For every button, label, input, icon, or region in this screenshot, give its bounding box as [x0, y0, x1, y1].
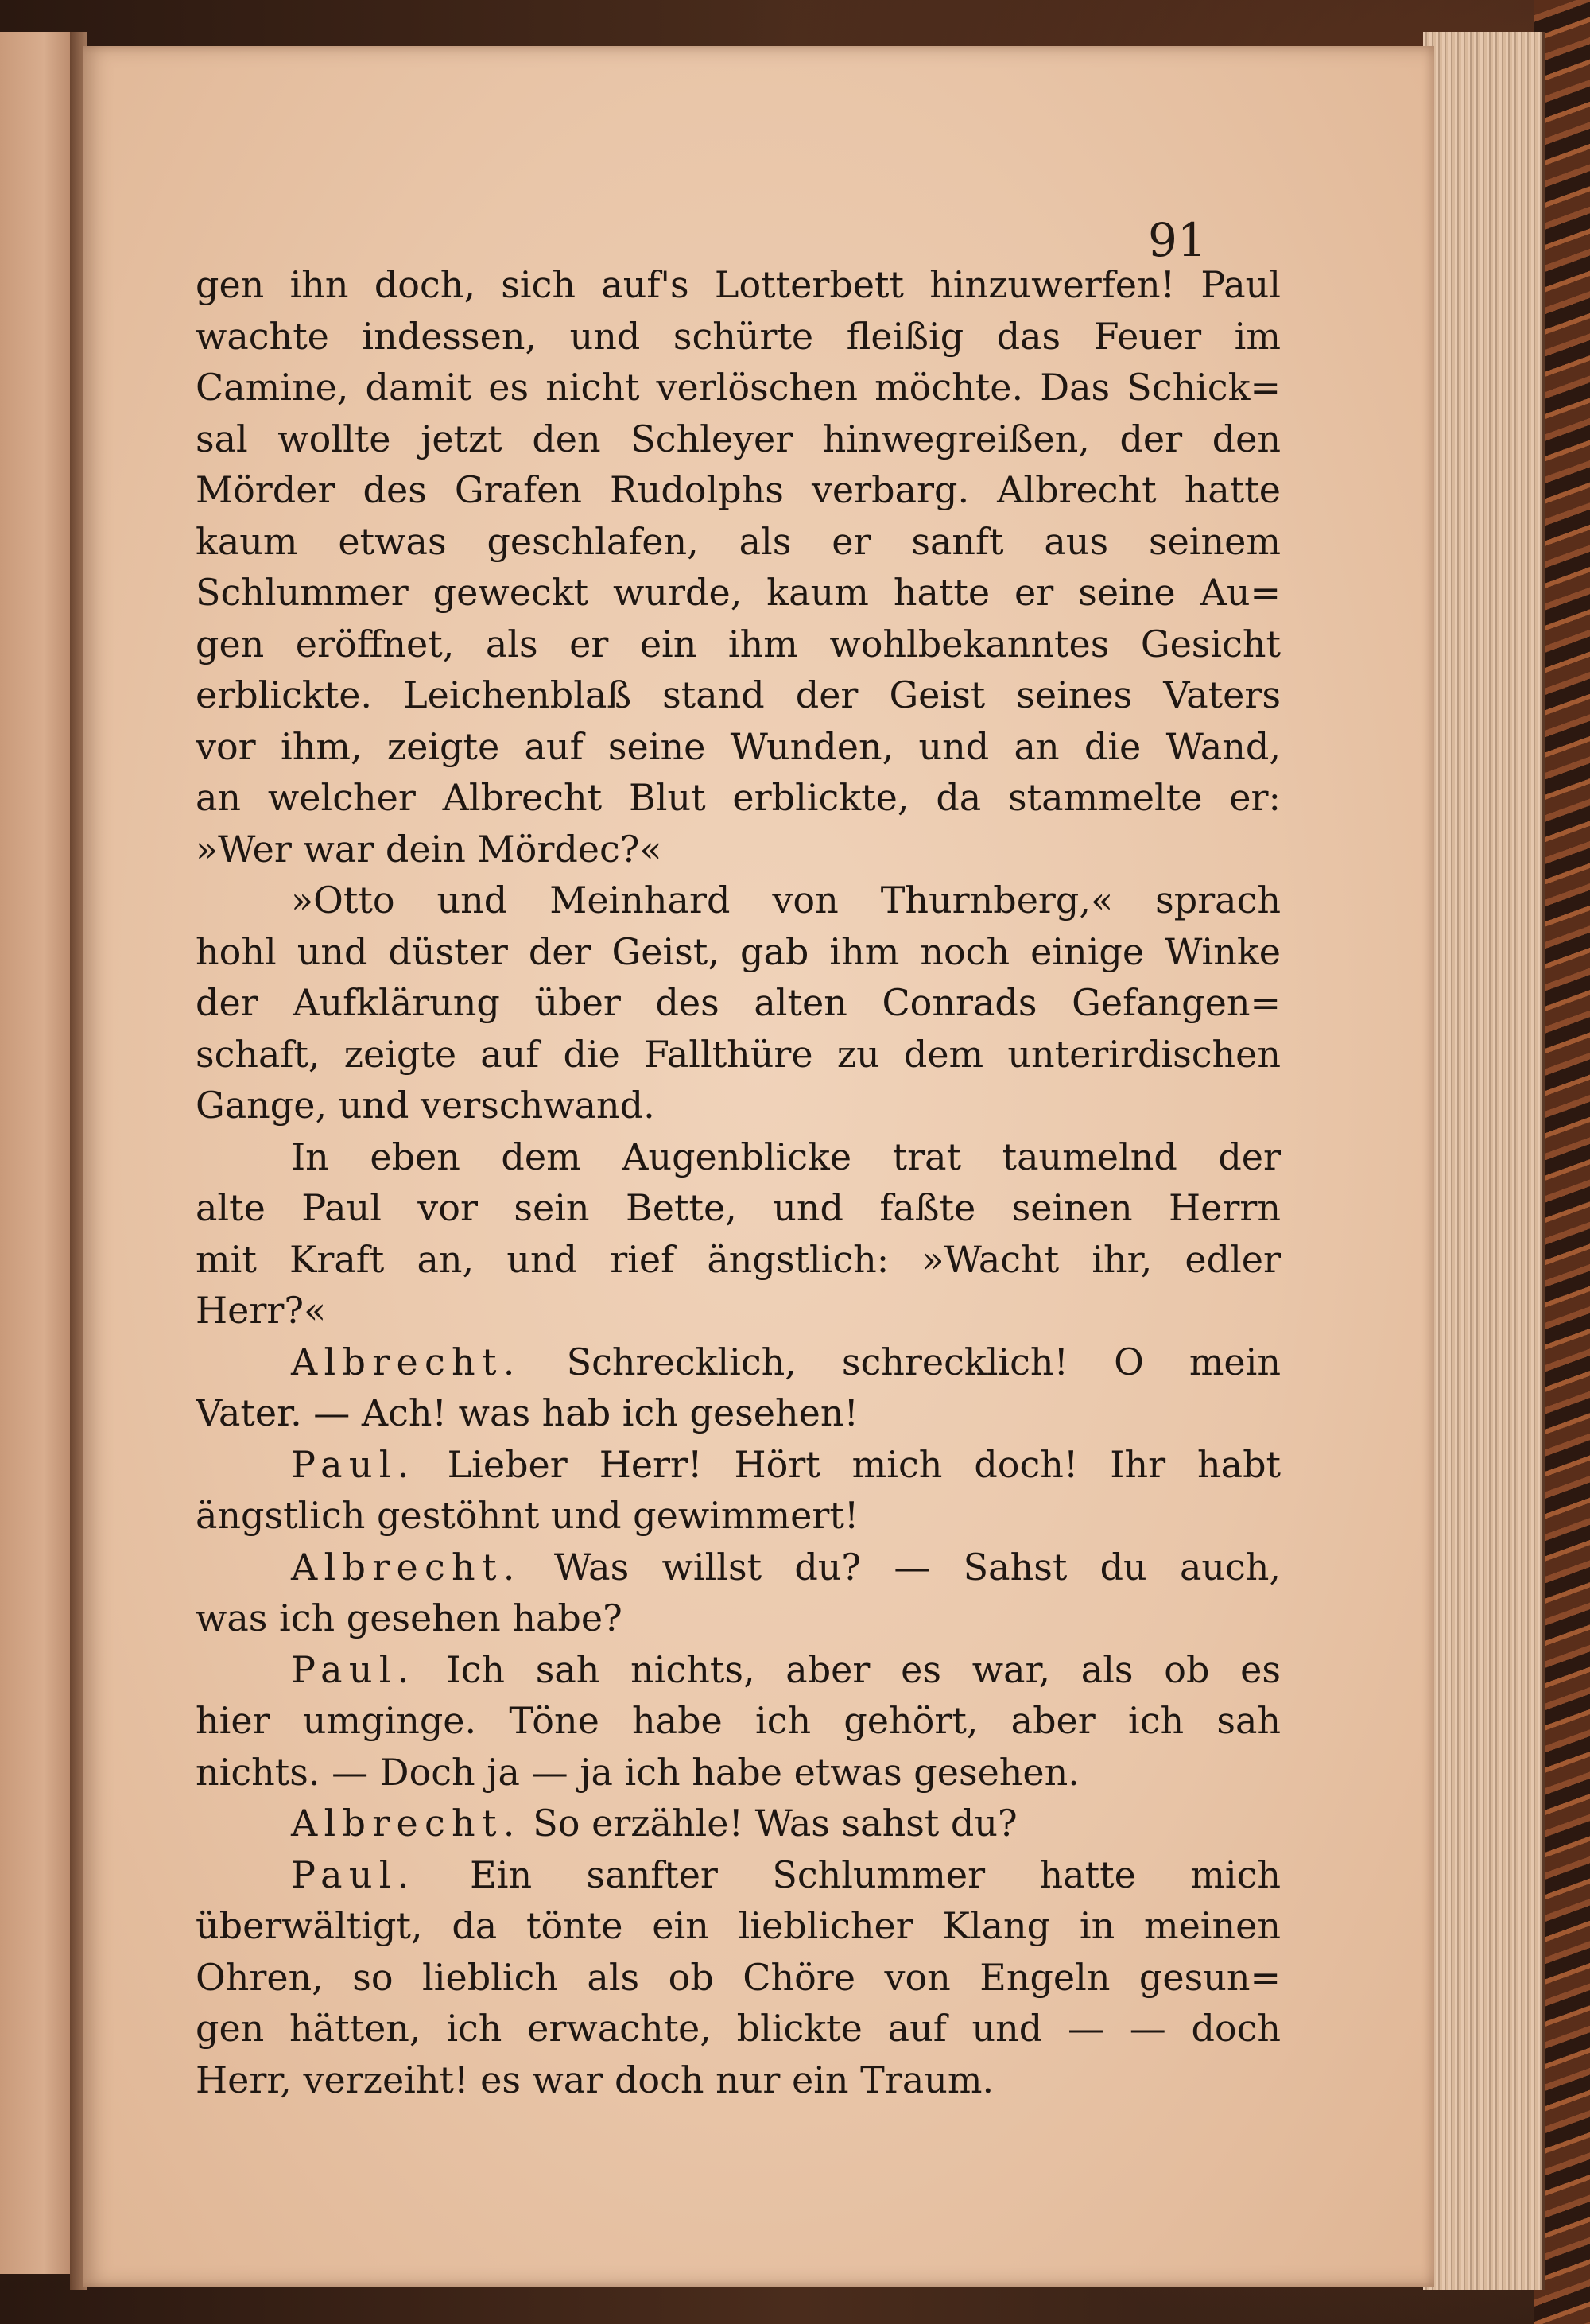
speaker-name: Paul. — [291, 1647, 416, 1691]
line-text: Ohren, so lieblich als ob Chöre von Engeln gesun= — [196, 1955, 1281, 1999]
text-line — [196, 875, 1281, 926]
text-line — [196, 1029, 1281, 1081]
line-text: Mörder des Grafen Rudolphs verbarg. Albrecht hatte — [196, 468, 1281, 511]
line-text: kaum etwas geschlafen, als er sanft aus seinem — [196, 519, 1281, 563]
text-line — [196, 1182, 1281, 1234]
line-text: Ein sanfter Schlummer hatte mich — [470, 1853, 1281, 1896]
text-line — [196, 464, 1281, 516]
text-line — [196, 1337, 1281, 1388]
text-line — [196, 977, 1281, 1029]
line-text: überwältigt, da tönte ein lieblicher Klang in meinen — [196, 1904, 1281, 1947]
line-text: wachte indessen, und schürte fleißig das Feuer im — [196, 314, 1281, 358]
line-text: Schlummer geweckt wurde, kaum hatte er seine Au= — [196, 571, 1281, 614]
text-line — [196, 259, 1281, 311]
line-text: an welcher Albrecht Blut erblickte, da stammelte er: — [196, 776, 1281, 819]
line-text: gen ihn doch, sich auf's Lotterbett hinzuwerfen! Paul — [196, 263, 1281, 306]
text-line — [196, 413, 1281, 465]
line-text: hier umginge. Töne habe ich gehört, aber ich sah — [196, 1699, 1281, 1742]
text-line — [196, 1234, 1281, 1286]
line-text: schaft, zeigte auf die Fallthüre zu dem unterirdischen — [196, 1032, 1281, 1076]
text-line — [196, 1131, 1281, 1183]
text-line — [196, 362, 1281, 413]
text-line — [196, 721, 1281, 773]
text-line — [196, 1747, 1281, 1798]
line-text: gen eröffnet, als er ein ihm wohlbekanntes Gesicht — [196, 622, 1281, 665]
text-line — [196, 2003, 1281, 2054]
text-line — [196, 1644, 1281, 1696]
text-line — [196, 1490, 1281, 1542]
text-line — [196, 311, 1281, 363]
text-line — [196, 2054, 1281, 2106]
text-line — [196, 1285, 1281, 1337]
line-text: sal wollte jetzt den Schleyer hinwegreißen, der den — [196, 417, 1281, 460]
text-line — [196, 1387, 1281, 1439]
text-line — [196, 1080, 1281, 1131]
speaker-name: Paul. — [291, 1853, 416, 1896]
text-line — [196, 516, 1281, 568]
line-text: Was willst du? — Sahst du auch, — [553, 1545, 1281, 1589]
line-text: So erzähle! Was sahst du? — [533, 1802, 1018, 1845]
page-number: 91 — [1148, 213, 1207, 267]
speaker-name: Albrecht. — [291, 1340, 522, 1383]
line-text: Camine, damit es nicht verlöschen möchte. Das Schick= — [196, 366, 1281, 409]
right-page — [83, 46, 1434, 2287]
line-text: der Aufklärung über des alten Conrads Gefangen= — [196, 981, 1281, 1024]
line-text: Ich sah nichts, aber es war, als ob es — [446, 1647, 1281, 1691]
line-text: nichts. — Doch ja — ja ich habe etwas gesehen. — [196, 1750, 1080, 1794]
speaker-name: Albrecht. — [291, 1802, 522, 1845]
left-page-sliver — [0, 32, 76, 2274]
line-text: Gange, und verschwand. — [196, 1084, 655, 1127]
line-text: Vater. — Ach! was hab ich gesehen! — [196, 1391, 859, 1434]
line-text: mit Kraft an, und rief ängstlich: »Wacht ihr, edler — [196, 1237, 1281, 1281]
line-text: »Otto und Meinhard von Thurnberg,« sprach — [291, 879, 1281, 921]
line-text: erblickte. Leichenblaß stand der Geist seines Vaters — [196, 673, 1281, 716]
text-line — [196, 619, 1281, 670]
text-line — [196, 1900, 1281, 1952]
page-text — [196, 259, 1281, 2105]
line-text: alte Paul vor sein Bette, und faßte seinen Herrn — [196, 1186, 1281, 1229]
text-line — [196, 1695, 1281, 1747]
line-text: Schrecklich, schrecklich! O mein — [566, 1340, 1281, 1383]
line-text: Herr, verzeiht! es war doch nur ein Traum. — [196, 2058, 995, 2101]
line-text: Lieber Herr! Hört mich doch! Ihr habt — [447, 1442, 1281, 1486]
line-text: vor ihm, zeigte auf seine Wunden, und an die Wand, — [196, 724, 1281, 768]
text-line — [196, 1952, 1281, 2004]
line-text: ängstlich gestöhnt und gewimmert! — [196, 1494, 859, 1537]
text-line — [196, 824, 1281, 875]
text-line — [196, 669, 1281, 721]
line-text: Herr?« — [196, 1289, 327, 1332]
text-line — [196, 1542, 1281, 1593]
text-line — [196, 1798, 1281, 1849]
text-line — [196, 567, 1281, 619]
line-text: hohl und düster der Geist, gab ihm noch einige Winke — [196, 929, 1281, 973]
line-text: was ich gesehen habe? — [196, 1597, 622, 1639]
text-line — [196, 1593, 1281, 1644]
page-edges — [1423, 32, 1545, 2290]
text-line — [196, 1849, 1281, 1901]
speaker-name: Albrecht. — [291, 1545, 522, 1589]
text-line — [196, 926, 1281, 978]
speaker-name: Paul. — [291, 1442, 416, 1486]
line-text: gen hätten, ich erwachte, blickte auf und — — doch — [196, 2007, 1281, 2050]
line-text: »Wer war dein Mördec?« — [196, 827, 662, 871]
line-text: In eben dem Augenblicke trat taumelnd der — [291, 1135, 1281, 1178]
text-line — [196, 772, 1281, 824]
text-line — [196, 1439, 1281, 1491]
